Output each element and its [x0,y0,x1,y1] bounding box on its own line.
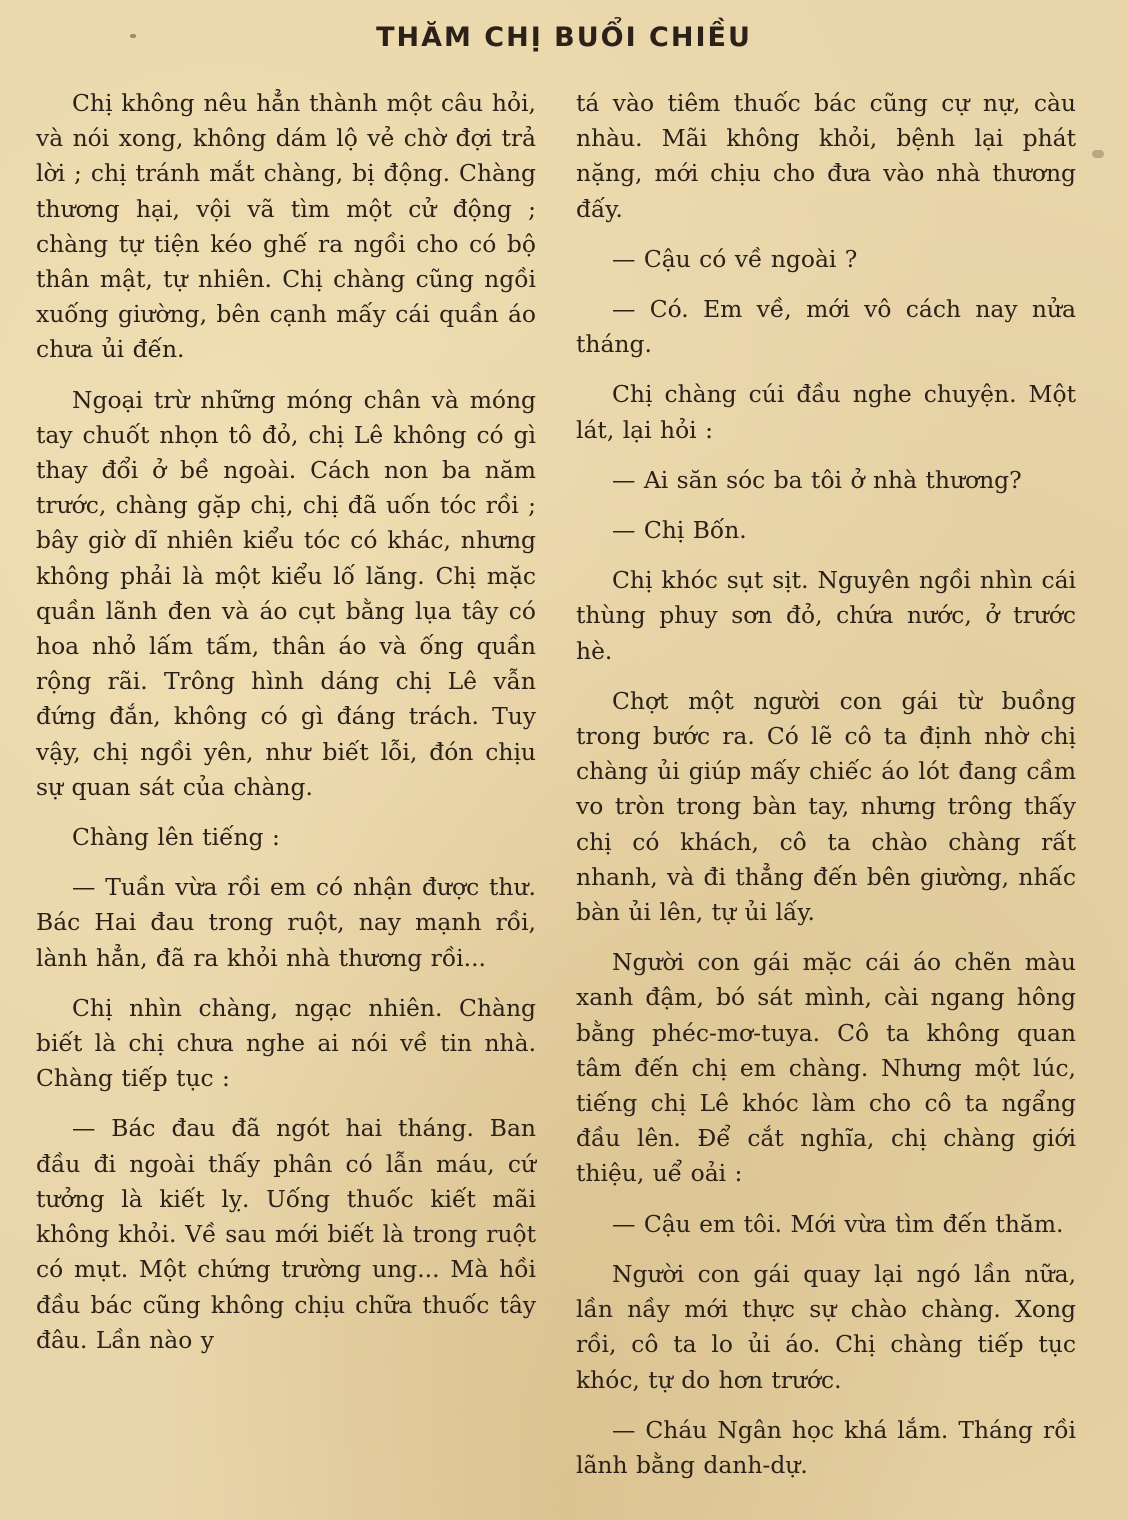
paragraph: Chàng lên tiếng : [72,823,280,852]
ink-speck [1092,150,1104,158]
paragraph: Chị không nêu hẳn thành một câu hỏi, và nói xong, không dám lộ vẻ chờ đợi trả lời ; chị tránh mắt chàng, bị động. Chàng thương hại, vội vã tìm một cử động ; chàng tự tiện kéo ghế ra ngồi cho có bộ thân mật, tự nhiên. Chị chàng cũng ngồi xuống giường, bên cạnh mấy cái quần áo chưa ủi đến. [36,89,536,364]
paragraph: — Có. Em về, mới vô cách nay nửa tháng. [576,295,1076,359]
running-title: THĂM CHỊ BUỔI CHIỀU [376,22,752,53]
paragraph: — Tuần vừa rồi em có nhận được thư. Bác Hai đau trong ruột, nay mạnh rồi, lành hẳn, đã ra khỏi nhà thương rồi... [36,873,536,972]
paragraph: Chị nhìn chàng, ngạc nhiên. Chàng biết là chị chưa nghe ai nói về tin nhà. Chàng tiếp tục : [36,993,536,1093]
paragraph: Người con gái quay lại ngó lần nữa, lần nầy mới thực sự chào chàng. Xong rồi, cô ta lo ủi áo. Chị chàng tiếp tục khóc, tự do hơn trước. [576,1259,1076,1394]
paragraph: Người con gái mặc cái áo chẽn màu xanh đậm, bó sát mình, cài ngang hông bằng phéc-mơ-tuya. Cô ta không quan tâm đến chị em chàng. Nhưng một lúc, tiếng chị Lê khóc làm cho cô ta ngẩng đầu lên. Để cắt nghĩa, chị chàng giới thiệu, uể oải : [576,948,1076,1188]
left-column [36,86,536,1373]
paragraph: — Ai săn sóc ba tôi ở nhà thương? [612,465,1022,494]
paragraph: Chị khóc sụt sịt. Nguyên ngồi nhìn cái thùng phuy sơn đỏ, chứa nước, ở trước hè. [576,566,1076,665]
paragraph: Chị chàng cúi đầu nghe chuyện. Một lát, lại hỏi : [576,380,1076,444]
paragraph: — Cậu em tôi. Mới vừa tìm đến thăm. [612,1209,1064,1238]
paragraph: tá vào tiêm thuốc bác cũng cự nự, càu nhàu. Mãi không khỏi, bệnh lại phát nặng, mới chịu cho đưa vào nhà thương đấy. [576,89,1076,223]
right-column [576,86,1076,1498]
paragraph: — Cháu Ngân học khá lắm. Tháng rồi lãnh bằng danh-dự. [576,1415,1076,1479]
paragraph: Chợt một người con gái từ buồng trong bước ra. Có lẽ cô ta định nhờ chị chàng ủi giúp mấy chiếc áo lót đang cầm vo tròn trong bàn tay, nhưng trông thấy chị có khách, cô ta chào chàng rất nhanh, và đi thẳng đến bên giường, nhấc bàn ủi lên, tự ủi lấy. [576,686,1076,927]
paragraph: — Cậu có về ngoài ? [612,244,858,273]
paragraph: — Chị Bốn. [612,516,747,545]
paragraph: — Bác đau đã ngót hai tháng. Ban đầu đi ngoài thấy phân có lẫn máu, cứ tưởng là kiết lỵ. Uống thuốc kiết mãi không khỏi. Về sau mới biết là trong ruột có mụt. Một chứng trường ung... Mà hồi đầu bác cũng không chịu chữa thuốc tây đâu. Lần nào y [36,1114,536,1354]
paragraph: Ngoại trừ những móng chân và móng tay chuốt nhọn tô đỏ, chị Lê không có gì thay đổi ở bề ngoài. Cách non ba năm trước, chàng gặp chị, chị đã uốn tóc rồi ; bây giờ dĩ nhiên kiểu tóc có khác, nhưng không phải là một kiểu lố lăng. Chị mặc quần lãnh đen và áo cụt bằng lụa tây có hoa nhỏ lấm tấm, thân áo và ống quần rộng rãi. Trông hình dáng chị Lê vẫn đứng đắn, không có gì đáng trách. Tuy vậy, chị ngồi yên, như biết lỗi, đón chịu sự quan sát của chàng. [36,385,536,801]
